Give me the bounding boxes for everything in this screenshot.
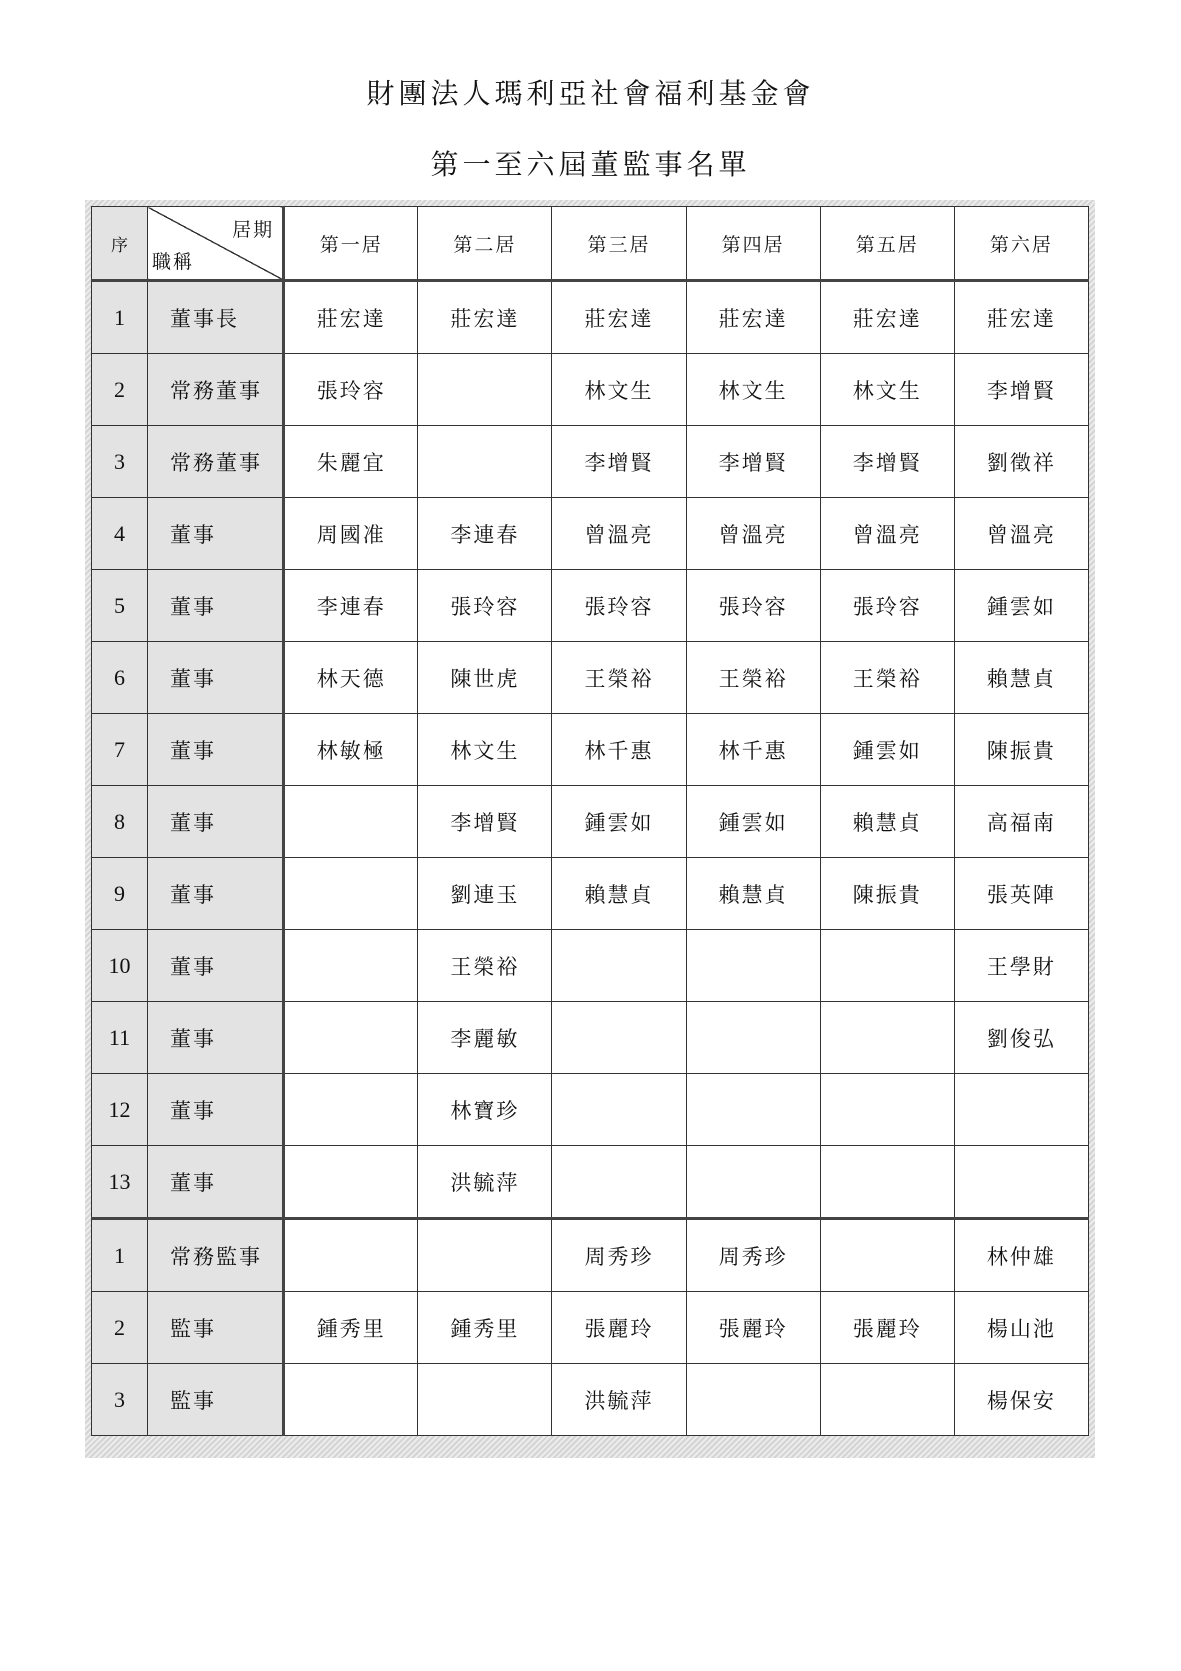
page-subtitle: 第一至六屆董監事名單: [430, 148, 751, 181]
row-number: 11: [92, 1002, 148, 1074]
member-name-term-6: 林仲雄: [954, 1219, 1088, 1292]
member-name-term-4: [686, 1074, 820, 1146]
member-name-term-3: [552, 1002, 686, 1074]
member-name-term-2: 鍾秀里: [418, 1292, 552, 1364]
member-name-term-4: 張麗玲: [686, 1292, 820, 1364]
member-name-term-3: 鍾雲如: [552, 786, 686, 858]
member-name-term-4: 賴慧貞: [686, 858, 820, 930]
member-name-term-2: 陳世虎: [418, 642, 552, 714]
row-number: 4: [92, 498, 148, 570]
header-term-1: 第一居: [284, 207, 418, 281]
role-cell: 董事: [148, 714, 284, 786]
member-name-term-3: 王榮裕: [552, 642, 686, 714]
member-name-term-5: [820, 930, 954, 1002]
row-number: 10: [92, 930, 148, 1002]
member-name-term-2: 林寶珍: [418, 1074, 552, 1146]
member-name-term-5: [820, 1146, 954, 1219]
member-name-term-2: 洪毓萍: [418, 1146, 552, 1219]
member-name-term-4: [686, 1002, 820, 1074]
row-number: 9: [92, 858, 148, 930]
member-name-term-4: [686, 930, 820, 1002]
member-name-term-4: 周秀珍: [686, 1219, 820, 1292]
member-name-term-1: [284, 1074, 418, 1146]
member-name-term-1: 朱麗宜: [284, 426, 418, 498]
member-name-term-3: [552, 930, 686, 1002]
director-row: [92, 426, 1089, 498]
role-cell: 常務監事: [148, 1219, 284, 1292]
header-term-5: 第五居: [820, 207, 954, 281]
header-seq: 序: [92, 207, 148, 281]
member-name-term-4: [686, 1364, 820, 1436]
member-name-term-4: 王榮裕: [686, 642, 820, 714]
director-row: [92, 354, 1089, 426]
role-cell: 董事長: [148, 281, 284, 354]
director-row: [92, 498, 1089, 570]
member-name-term-2: 李連春: [418, 498, 552, 570]
role-cell: 董事: [148, 1074, 284, 1146]
header-term-6: 第六居: [954, 207, 1088, 281]
member-name-term-4: 莊宏達: [686, 281, 820, 354]
member-name-term-1: 鍾秀里: [284, 1292, 418, 1364]
role-cell: 董事: [148, 786, 284, 858]
member-name-term-5: 莊宏達: [820, 281, 954, 354]
member-name-term-6: 劉徵祥: [954, 426, 1088, 498]
member-name-term-6: [954, 1146, 1088, 1219]
member-name-term-3: 張玲容: [552, 570, 686, 642]
member-name-term-3: 莊宏達: [552, 281, 686, 354]
member-name-term-6: 高福南: [954, 786, 1088, 858]
director-row: [92, 1002, 1089, 1074]
member-name-term-3: 李增賢: [552, 426, 686, 498]
member-name-term-6: 陳振貴: [954, 714, 1088, 786]
member-name-term-4: 林文生: [686, 354, 820, 426]
member-name-term-6: 楊山池: [954, 1292, 1088, 1364]
director-row: [92, 786, 1089, 858]
member-name-term-1: [284, 1219, 418, 1292]
director-row: [92, 858, 1089, 930]
member-name-term-4: 張玲容: [686, 570, 820, 642]
member-name-term-4: 李增賢: [686, 426, 820, 498]
member-name-term-2: [418, 1364, 552, 1436]
member-name-term-2: [418, 1219, 552, 1292]
member-name-term-1: 林天德: [284, 642, 418, 714]
member-name-term-5: 曾溫亮: [820, 498, 954, 570]
member-name-term-2: 莊宏達: [418, 281, 552, 354]
member-name-term-1: [284, 930, 418, 1002]
member-name-term-3: 洪毓萍: [552, 1364, 686, 1436]
member-name-term-1: 張玲容: [284, 354, 418, 426]
member-name-term-6: [954, 1074, 1088, 1146]
director-row: [92, 714, 1089, 786]
member-name-term-3: 賴慧貞: [552, 858, 686, 930]
director-row: [92, 570, 1089, 642]
member-name-term-3: 曾溫亮: [552, 498, 686, 570]
row-number: 3: [92, 1364, 148, 1436]
role-cell: 董事: [148, 1146, 284, 1219]
board-members-table: [91, 206, 1089, 1436]
role-cell: 董事: [148, 930, 284, 1002]
member-name-term-1: [284, 1364, 418, 1436]
header-term-label: 居期: [232, 219, 275, 241]
member-name-term-5: [820, 1002, 954, 1074]
role-cell: 董事: [148, 858, 284, 930]
member-name-term-4: 曾溫亮: [686, 498, 820, 570]
row-number: 8: [92, 786, 148, 858]
role-cell: 董事: [148, 642, 284, 714]
member-name-term-5: 王榮裕: [820, 642, 954, 714]
director-row: [92, 281, 1089, 354]
row-number: 3: [92, 426, 148, 498]
member-name-term-6: 李增賢: [954, 354, 1088, 426]
member-name-term-2: 張玲容: [418, 570, 552, 642]
member-name-term-5: [820, 1364, 954, 1436]
member-name-term-2: 林文生: [418, 714, 552, 786]
member-name-term-6: 鍾雲如: [954, 570, 1088, 642]
header-term-4: 第四居: [686, 207, 820, 281]
member-name-term-2: 李麗敏: [418, 1002, 552, 1074]
member-name-term-2: 劉連玉: [418, 858, 552, 930]
director-row: [92, 930, 1089, 1002]
member-name-term-5: 鍾雲如: [820, 714, 954, 786]
role-cell: 董事: [148, 498, 284, 570]
member-name-term-2: 王榮裕: [418, 930, 552, 1002]
supervisor-row: [92, 1364, 1089, 1436]
member-name-term-1: 李連春: [284, 570, 418, 642]
row-number: 1: [92, 1219, 148, 1292]
member-name-term-4: [686, 1146, 820, 1219]
member-name-term-3: 周秀珍: [552, 1219, 686, 1292]
member-name-term-6: 王學財: [954, 930, 1088, 1002]
member-name-term-6: 楊保安: [954, 1364, 1088, 1436]
member-name-term-3: 林千惠: [552, 714, 686, 786]
member-name-term-1: 周國准: [284, 498, 418, 570]
member-name-term-6: 賴慧貞: [954, 642, 1088, 714]
member-name-term-1: [284, 786, 418, 858]
header-role-label: 職稱: [152, 251, 195, 273]
member-name-term-6: 張英陣: [954, 858, 1088, 930]
member-name-term-2: 李增賢: [418, 786, 552, 858]
row-number: 2: [92, 1292, 148, 1364]
header-diagonal-cell: [148, 207, 284, 281]
header-term-2: 第二居: [418, 207, 552, 281]
member-name-term-2: [418, 354, 552, 426]
row-number: 2: [92, 354, 148, 426]
member-name-term-5: 林文生: [820, 354, 954, 426]
page-title: 財團法人瑪利亞社會福利基金會: [366, 77, 815, 110]
member-name-term-5: 張麗玲: [820, 1292, 954, 1364]
member-name-term-3: 林文生: [552, 354, 686, 426]
row-number: 12: [92, 1074, 148, 1146]
row-number: 1: [92, 281, 148, 354]
member-name-term-1: [284, 858, 418, 930]
role-cell: 監事: [148, 1364, 284, 1436]
member-name-term-6: 曾溫亮: [954, 498, 1088, 570]
role-cell: 監事: [148, 1292, 284, 1364]
role-cell: 常務董事: [148, 354, 284, 426]
director-row: [92, 642, 1089, 714]
member-name-term-3: 張麗玲: [552, 1292, 686, 1364]
member-name-term-5: 賴慧貞: [820, 786, 954, 858]
role-cell: 董事: [148, 570, 284, 642]
member-name-term-4: 鍾雲如: [686, 786, 820, 858]
role-cell: 常務董事: [148, 426, 284, 498]
member-name-term-6: 劉俊弘: [954, 1002, 1088, 1074]
member-name-term-4: 林千惠: [686, 714, 820, 786]
header-term-3: 第三居: [552, 207, 686, 281]
row-number: 6: [92, 642, 148, 714]
member-name-term-5: [820, 1074, 954, 1146]
table-header-row: [92, 207, 1089, 281]
member-name-term-1: [284, 1002, 418, 1074]
member-name-term-5: 張玲容: [820, 570, 954, 642]
member-name-term-3: [552, 1074, 686, 1146]
member-name-term-6: 莊宏達: [954, 281, 1088, 354]
member-name-term-1: 莊宏達: [284, 281, 418, 354]
supervisor-row: [92, 1292, 1089, 1364]
member-name-term-1: [284, 1146, 418, 1219]
director-row: [92, 1146, 1089, 1219]
member-name-term-3: [552, 1146, 686, 1219]
member-name-term-5: [820, 1219, 954, 1292]
supervisor-row: [92, 1219, 1089, 1292]
row-number: 13: [92, 1146, 148, 1219]
row-number: 7: [92, 714, 148, 786]
member-name-term-2: [418, 426, 552, 498]
row-number: 5: [92, 570, 148, 642]
member-name-term-1: 林敏極: [284, 714, 418, 786]
member-name-term-5: 李增賢: [820, 426, 954, 498]
member-name-term-5: 陳振貴: [820, 858, 954, 930]
director-row: [92, 1074, 1089, 1146]
role-cell: 董事: [148, 1002, 284, 1074]
